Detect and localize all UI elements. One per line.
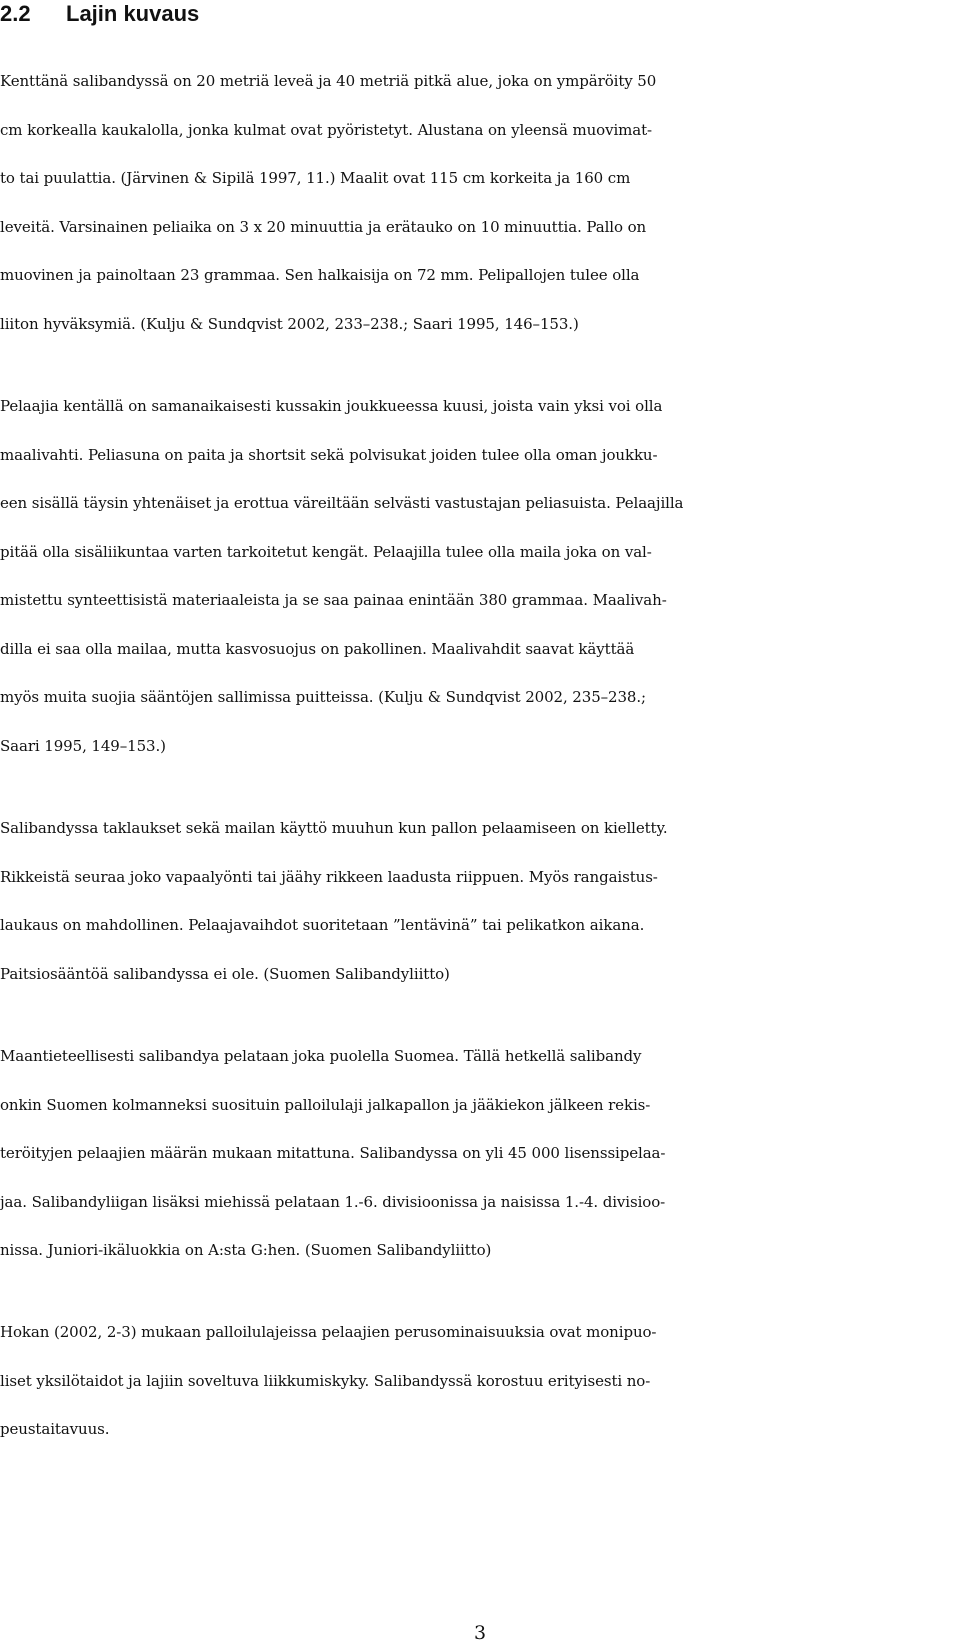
- paragraph-players-and-equipment: [0, 382, 960, 770]
- text-line: muovinen ja painoltaan 23 grammaa. Sen halkaisija on 72 mm. Pelipallojen tulee olla: [0, 266, 640, 284]
- text-line: Rikkeistä seuraa joko vapaalyönti tai jäähy rikkeen laadusta riippuen. Myös rangaistus-: [0, 867, 658, 886]
- paragraph-popularity: [0, 1032, 960, 1275]
- text-line: leveitä. Varsinainen peliaika on 3 x 20 minuuttia ja erätauko on 10 minuuttia. Pallo on: [0, 217, 647, 236]
- section-number: 2.2: [0, 1, 31, 26]
- paragraph-player-attributes: [0, 1308, 960, 1454]
- text-line: to tai puulattia. (Järvinen & Sipilä 1997, 11.) Maalit ovat 115 cm korkeita ja 160 cm: [0, 169, 631, 187]
- text-line: liiton hyväksymiä. (Kulju & Sundqvist 2002, 233–238.; Saari 1995, 146–153.): [0, 314, 579, 333]
- text-line: onkin Suomen kolmanneksi suosituin palloilulaji jalkapallon ja jääkiekon jälkeen rekis-: [0, 1095, 651, 1114]
- text-line: jaa. Salibandyliigan lisäksi miehissä pelataan 1.-6. divisioonissa ja naisissa 1.-4. divisioo-: [0, 1192, 666, 1211]
- text-line: Maantieteellisesti salibandya pelataan joka puolella Suomea. Tällä hetkellä salibandy: [0, 1047, 642, 1065]
- text-line: myös muita suojia sääntöjen sallimissa puitteissa. (Kulju & Sundqvist 2002, 235–238.;: [0, 688, 646, 706]
- text-line: dilla ei saa olla mailaa, mutta kasvosuojus on pakollinen. Maalivahdit saavat käyttää: [0, 639, 635, 658]
- section-heading: [0, 0, 199, 28]
- text-line: Paitsiosääntöä salibandyssa ei ole. (Suomen Salibandyliitto): [0, 964, 450, 983]
- text-line: Salibandyssa taklaukset sekä mailan käyttö muuhun kun pallon pelaamiseen on kielletty.: [0, 819, 668, 837]
- section-title: Lajin kuvaus: [66, 1, 200, 26]
- text-line: een sisällä täysin yhtenäiset ja erottua väreiltään selvästi vastustajan peliasuista. Pelaajilla: [0, 494, 684, 512]
- text-line: nissa. Juniori-ikäluokkia on A:sta G:hen. (Suomen Salibandyliitto): [0, 1241, 492, 1259]
- text-line: Saari 1995, 149–153.): [0, 736, 166, 755]
- text-line: Kenttänä salibandyssä on 20 metriä leveä ja 40 metriä pitkä alue, joka on ympäröity 50: [0, 72, 657, 90]
- text-line: Pelaajia kentällä on samanaikaisesti kussakin joukkueessa kuusi, joista vain yksi voi olla: [0, 397, 663, 415]
- page-number: 3: [473, 1622, 487, 1644]
- text-line: mistettu synteettisistä materiaaleista ja se saa painaa enintään 380 grammaa. Maalivah-: [0, 591, 667, 609]
- text-line: laukaus on mahdollinen. Pelaajavaihdot suoritetaan ”lentävinä” tai pelikatkon aikana.: [0, 916, 645, 934]
- text-line: Hokan (2002, 2-3) mukaan palloilulajeissa pelaajien perusominaisuuksia ovat monipuo-: [0, 1323, 657, 1341]
- paragraph-rules: [0, 804, 960, 998]
- paragraph-field-and-ball: [0, 57, 960, 348]
- text-line: cm korkealla kaukalolla, jonka kulmat ovat pyöristetyt. Alustana on yleensä muovimat-: [0, 120, 652, 139]
- text-line: maalivahti. Peliasuna on paita ja shortsit sekä polvisukat joiden tulee olla oman joukku-: [0, 445, 658, 464]
- text-line: pitää olla sisäliikuntaa varten tarkoitetut kengät. Pelaajilla tulee olla maila joka on val-: [0, 542, 652, 561]
- text-line: teröityjen pelaajien määrän mukaan mitattuna. Salibandyssa on yli 45 000 lisenssipelaa-: [0, 1144, 666, 1162]
- text-line: liset yksilötaidot ja lajiin soveltuva liikkumiskyky. Salibandyssä korostuu erityisesti no-: [0, 1371, 651, 1390]
- text-line: peustaitavuus.: [0, 1420, 110, 1438]
